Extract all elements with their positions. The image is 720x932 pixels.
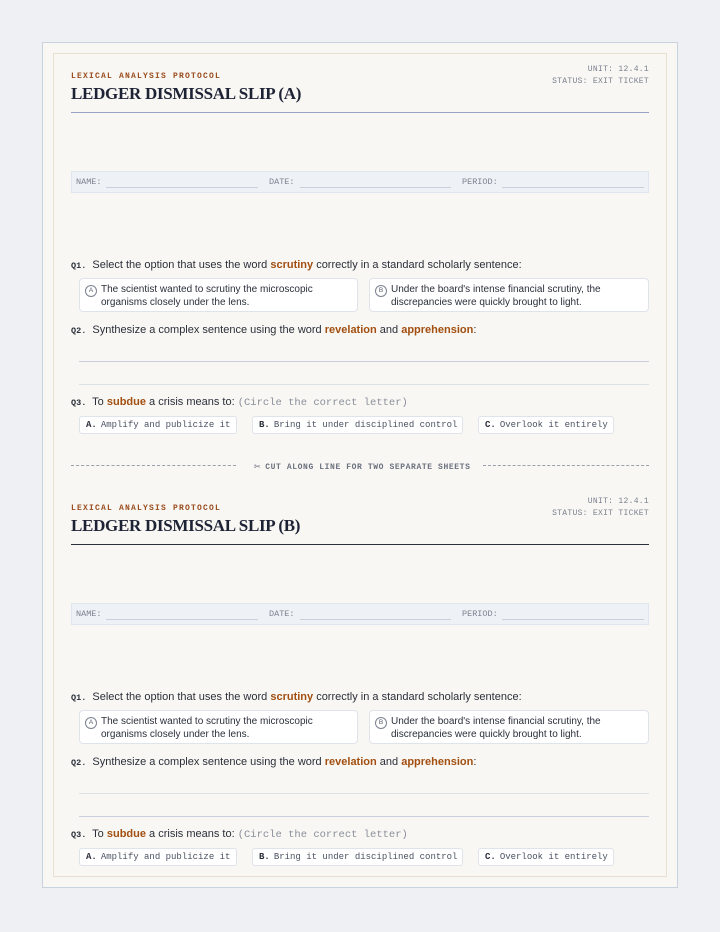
option-letter-badge: A xyxy=(85,717,97,729)
choice-text: Bring it under disciplined control xyxy=(273,420,458,430)
keyword: revelation xyxy=(324,756,377,768)
protocol-kicker: LEXICAL ANALYSIS PROTOCOL xyxy=(71,72,222,81)
question-text: Synthesize a complex sentence using the word xyxy=(92,324,322,336)
date-field[interactable] xyxy=(300,187,451,188)
question-2 xyxy=(71,756,476,768)
choice-text: Amplify and publicize it xyxy=(100,420,231,430)
slip-meta xyxy=(552,64,649,88)
dashed-rule xyxy=(71,465,236,466)
slip-title: LEDGER DISMISSAL SLIP (A) xyxy=(71,84,302,103)
question-text: correctly in a standard scholarly sentence: xyxy=(316,691,522,703)
question-1 xyxy=(71,691,522,703)
answer-line[interactable] xyxy=(79,793,649,794)
question-3 xyxy=(71,396,408,409)
question-text: a crisis means to: xyxy=(149,828,235,840)
question-1 xyxy=(71,259,522,271)
option-b[interactable] xyxy=(369,278,649,312)
keyword: apprehension xyxy=(401,324,474,336)
question-text: Synthesize a complex sentence using the word xyxy=(92,756,322,768)
scissors-icon: ✂ xyxy=(254,462,262,474)
question-text: and xyxy=(379,756,399,768)
slip-header xyxy=(71,492,649,545)
option-text: Under the board's intense financial scrutiny, the discrepancies were quickly brought to light. xyxy=(391,716,601,740)
keyword: subdue xyxy=(106,828,146,840)
slip-meta xyxy=(552,496,649,520)
option-text: The scientist wanted to scrutiny the microscopic organisms closely under the lens. xyxy=(101,284,313,308)
answer-line[interactable] xyxy=(79,384,649,385)
answer-line[interactable] xyxy=(79,816,649,817)
question-number: Q3. xyxy=(71,830,87,840)
option-text: The scientist wanted to scrutiny the microscopic organisms closely under the lens. xyxy=(101,716,313,740)
answer-line[interactable] xyxy=(79,361,649,362)
question-2 xyxy=(71,324,476,336)
choice-letter: B. xyxy=(259,852,270,862)
choice-text: Overlook it entirely xyxy=(499,420,608,430)
status-label: STATUS: EXIT TICKET xyxy=(552,77,649,86)
question-3 xyxy=(71,828,408,841)
choice-b[interactable] xyxy=(252,848,463,866)
student-info-row xyxy=(71,171,649,193)
option-letter-badge: A xyxy=(85,285,97,297)
period-label: PERIOD: xyxy=(462,609,498,619)
choice-text: Bring it under disciplined control xyxy=(273,852,458,862)
keyword: scrutiny xyxy=(270,691,314,703)
option-text: Under the board's intense financial scrutiny, the discrepancies were quickly brought to light. xyxy=(391,284,601,308)
keyword: scrutiny xyxy=(270,259,314,271)
date-label: DATE: xyxy=(269,609,295,619)
question-text: Select the option that uses the word xyxy=(92,691,268,703)
choice-text: Amplify and publicize it xyxy=(100,852,231,862)
question-text: and xyxy=(379,324,399,336)
period-field[interactable] xyxy=(502,619,644,620)
date-field[interactable] xyxy=(300,619,451,620)
question-number: Q3. xyxy=(71,398,87,408)
dashed-rule xyxy=(483,465,649,466)
question-number: Q2. xyxy=(71,758,87,768)
choice-letter: B. xyxy=(259,420,270,430)
question-text: : xyxy=(473,324,477,336)
question-text: : xyxy=(473,756,477,768)
question-text: To xyxy=(92,396,104,408)
keyword: revelation xyxy=(324,324,377,336)
date-label: DATE: xyxy=(269,177,295,187)
name-label: NAME: xyxy=(76,177,102,187)
instruction-hint: (Circle the correct letter) xyxy=(237,397,408,409)
slip-a xyxy=(71,60,649,430)
period-field[interactable] xyxy=(502,187,644,188)
instruction-hint: (Circle the correct letter) xyxy=(237,829,408,841)
choice-letter: A. xyxy=(86,420,97,430)
choice-a[interactable] xyxy=(79,848,237,866)
name-field[interactable] xyxy=(106,187,258,188)
name-label: NAME: xyxy=(76,609,102,619)
question-text: correctly in a standard scholarly sentence: xyxy=(316,259,522,271)
option-letter-badge: B xyxy=(375,285,387,297)
unit-label: UNIT: 12.4.1 xyxy=(587,65,649,74)
slip-header xyxy=(71,60,649,113)
question-number: Q2. xyxy=(71,326,87,336)
period-label: PERIOD: xyxy=(462,177,498,187)
option-b[interactable] xyxy=(369,710,649,744)
choice-letter: A. xyxy=(86,852,97,862)
question-text: To xyxy=(92,828,104,840)
question-text: a crisis means to: xyxy=(149,396,235,408)
option-letter-badge: B xyxy=(375,717,387,729)
unit-label: UNIT: 12.4.1 xyxy=(587,497,649,506)
cut-instruction xyxy=(254,460,470,474)
cut-line xyxy=(71,458,649,472)
keyword: apprehension xyxy=(401,756,474,768)
name-field[interactable] xyxy=(106,619,258,620)
choice-c[interactable] xyxy=(478,416,614,434)
choice-c[interactable] xyxy=(478,848,614,866)
question-number: Q1. xyxy=(71,693,87,703)
option-a[interactable] xyxy=(79,710,358,744)
question-text: Select the option that uses the word xyxy=(92,259,268,271)
choice-text: Overlook it entirely xyxy=(499,852,608,862)
status-label: STATUS: EXIT TICKET xyxy=(552,509,649,518)
choice-b[interactable] xyxy=(252,416,463,434)
choice-a[interactable] xyxy=(79,416,237,434)
protocol-kicker: LEXICAL ANALYSIS PROTOCOL xyxy=(71,504,222,513)
slip-b xyxy=(71,492,649,862)
question-number: Q1. xyxy=(71,261,87,271)
cut-text: CUT ALONG LINE FOR TWO SEPARATE SHEETS xyxy=(265,463,471,472)
choice-letter: C. xyxy=(485,420,496,430)
student-info-row xyxy=(71,603,649,625)
keyword: subdue xyxy=(106,396,146,408)
choice-letter: C. xyxy=(485,852,496,862)
option-a[interactable] xyxy=(79,278,358,312)
slip-title: LEDGER DISMISSAL SLIP (B) xyxy=(71,516,301,535)
